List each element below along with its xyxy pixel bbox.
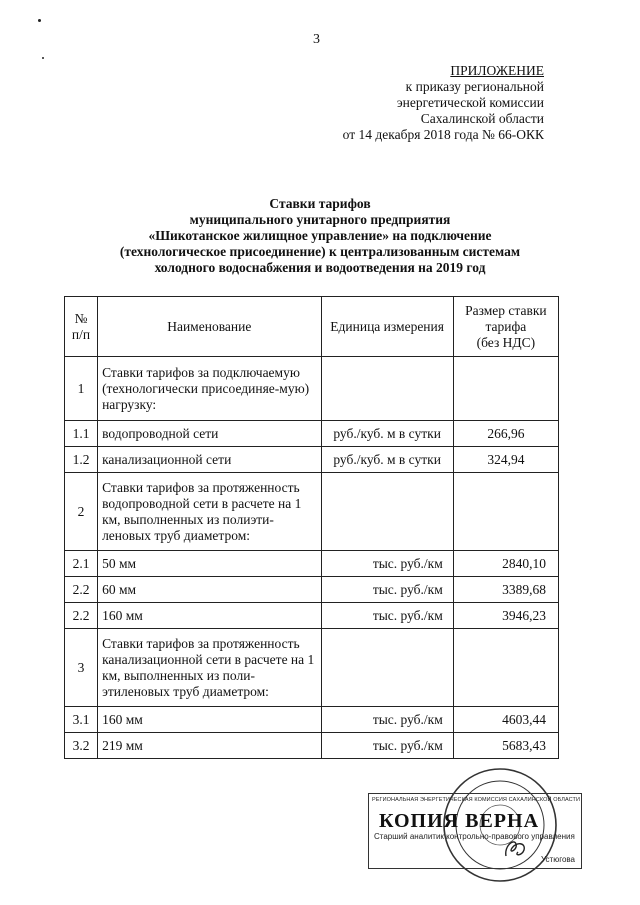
table-row [65,577,559,603]
appendix-block [343,63,544,143]
title-line: «Шикотанское жилищное управление» на подключение [148,228,492,243]
title-line: муниципального унитарного предприятия [189,212,451,227]
table-row [65,733,559,759]
row-number: 2.2 [65,577,98,603]
row-number: 2 [65,473,98,551]
row-rate: 3946,23 [453,603,558,629]
row-name: 60 мм [98,577,321,603]
table-row [65,603,559,629]
row-unit [321,629,453,707]
row-number: 1 [65,357,98,421]
row-rate [453,473,558,551]
row-unit: руб./куб. м в сутки [321,447,453,473]
row-rate: 3389,68 [453,577,558,603]
appendix-line: к приказу региональной [405,79,544,94]
row-unit: тыс. руб./км [321,551,453,577]
row-name: Ставки тарифов за протяженность канализационной сети в расчете на 1 км, выполненных из поли-этиленовых труб диаметром: [98,629,321,707]
row-unit: тыс. руб./км [321,603,453,629]
row-name: Ставки тарифов за подключаемую (технологически присоединяе-мую) нагрузку: [98,357,321,421]
stamp-copy-text: КОПИЯ ВЕРНА [379,810,540,832]
tariff-table [64,296,559,759]
appendix-heading: ПРИЛОЖЕНИЕ [450,63,544,78]
appendix-line: Сахалинской области [420,111,544,126]
header-number [65,297,98,357]
header-rate-line: Размер ставки [465,302,547,318]
row-number: 1.2 [65,447,98,473]
title-line: (технологическое присоединение) к централизованным системам [119,244,521,259]
stamp-position: Старший аналитик контрольно-правового управления [374,832,575,841]
table-row [65,629,559,707]
row-name: канализационной сети [98,447,321,473]
header-number-line: п/п [71,326,91,342]
row-rate: 5683,43 [453,733,558,759]
table-row [65,421,559,447]
title-line: холодного водоснабжения и водоотведения на 2019 год [154,260,486,275]
table-header-row [65,297,559,357]
row-name: 160 мм [98,707,321,733]
table-row [65,357,559,421]
row-rate [453,629,558,707]
header-rate [453,297,558,357]
table-row [65,473,559,551]
title-line: Ставки тарифов [269,196,371,211]
row-rate: 4603,44 [453,707,558,733]
row-name: водопроводной сети [98,421,321,447]
appendix-line: энергетической комиссии [396,95,544,110]
row-number: 2.2 [65,603,98,629]
appendix-line: от 14 декабря 2018 года № 66-ОКК [342,127,544,142]
row-rate: 2840,10 [453,551,558,577]
row-name: 219 мм [98,733,321,759]
row-unit [321,357,453,421]
header-rate-line: тарифа [485,318,527,334]
stamp-name: Устюгова [540,855,575,864]
scan-mark [38,19,41,22]
header-unit: Единица измерения [321,297,453,357]
header-rate-line: (без НДС) [476,334,536,350]
header-number-line: № [74,310,88,326]
row-unit: тыс. руб./км [321,733,453,759]
certified-copy-stamp [368,793,582,869]
scan-mark [42,57,44,59]
page-number: 3 [313,32,320,47]
row-unit: тыс. руб./км [321,707,453,733]
row-unit: руб./куб. м в сутки [321,421,453,447]
table-row [65,551,559,577]
table-row [65,447,559,473]
row-number: 2.1 [65,551,98,577]
signature-icon [500,836,532,860]
stamp-organization: РЕГИОНАЛЬНАЯ ЭНЕРГЕТИЧЕСКАЯ КОМИССИЯ САХАЛИНСКОЙ ОБЛАСТИ [372,797,581,803]
row-unit: тыс. руб./км [321,577,453,603]
header-name: Наименование [98,297,321,357]
row-name: 160 мм [98,603,321,629]
row-number: 3.1 [65,707,98,733]
row-name: Ставки тарифов за протяженность водопроводной сети в расчете на 1 км, выполненных из полиэти-леновых труб диаметром: [98,473,321,551]
row-name: 50 мм [98,551,321,577]
row-number: 3.2 [65,733,98,759]
row-unit [321,473,453,551]
row-rate [453,357,558,421]
row-rate: 324,94 [453,447,558,473]
document-title [90,196,550,276]
table-row [65,707,559,733]
row-number: 1.1 [65,421,98,447]
row-number: 3 [65,629,98,707]
row-rate: 266,96 [453,421,558,447]
